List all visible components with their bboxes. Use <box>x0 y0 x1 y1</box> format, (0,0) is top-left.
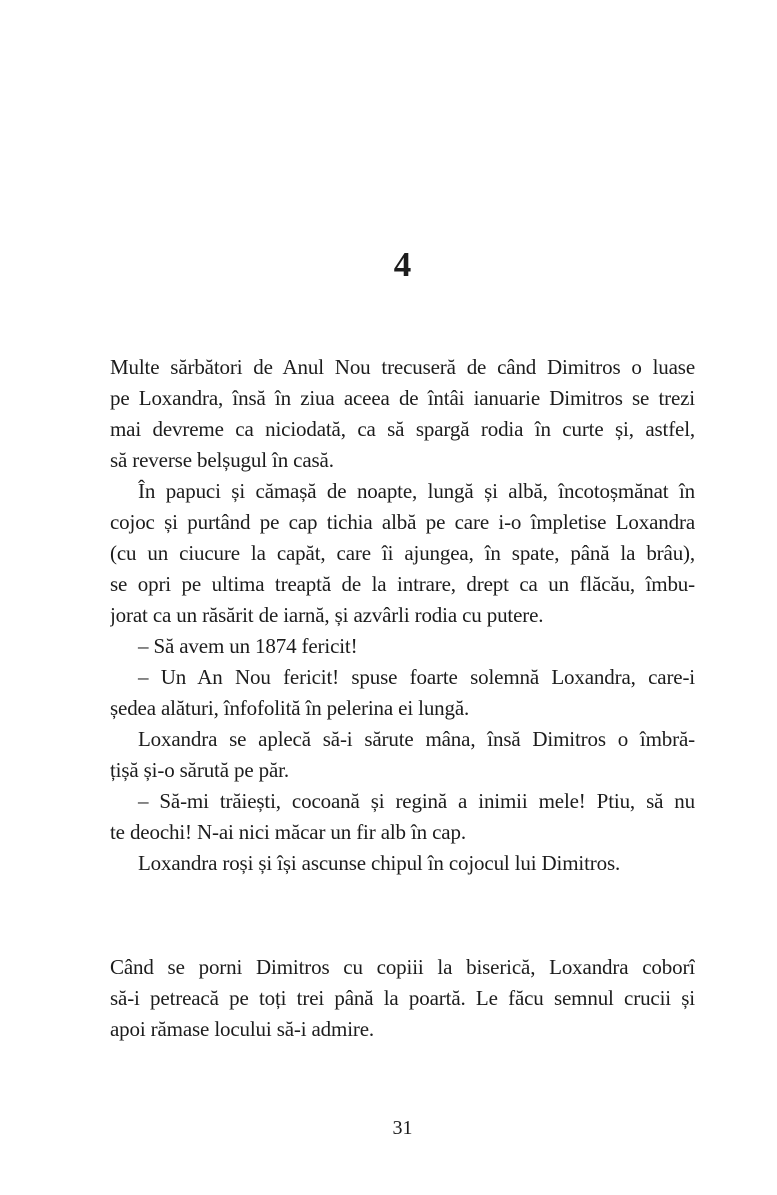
text-line: apoi rămase locului să-i admire. <box>110 1017 375 1041</box>
paragraph <box>110 848 695 879</box>
text-line: te deochi! N-ai nici măcar un fir alb în cap. <box>110 820 466 844</box>
text-line: Multe sărbători de Anul Nou trecuseră de când Dimitros o luase <box>110 355 695 379</box>
text-line: se opri pe ultima treaptă de la intrare, drept ca un flăcău, îmbu- <box>110 572 695 596</box>
page-number: 31 <box>392 1117 413 1139</box>
paragraph-new-section <box>110 952 695 1045</box>
text-line: mai devreme ca niciodată, ca să spargă rodia în curte și, astfel, <box>110 417 695 441</box>
text-line: să reverse belșugul în casă. <box>110 448 334 472</box>
chapter-number: 4 <box>393 245 412 284</box>
paragraph-dialogue <box>110 662 695 724</box>
text-line: – Un An Nou fericit! spuse foarte solemnă Loxandra, care-i <box>138 665 695 689</box>
text-line: Loxandra roși și își ascunse chipul în cojocul lui Dimitros. <box>138 851 621 875</box>
paragraph <box>110 352 695 476</box>
text-line: Loxandra se aplecă să-i sărute mâna, însă Dimitros o îmbră- <box>138 727 695 751</box>
text-line: – Să-mi trăiești, cocoană și regină a inimii mele! Ptiu, să nu <box>138 789 695 813</box>
paragraph <box>110 476 695 631</box>
paragraph-dialogue <box>110 786 695 848</box>
text-line: să-i petreacă pe toți trei până la poartă. Le făcu semnul crucii și <box>110 986 695 1010</box>
text-line: jorat ca un răsărit de iarnă, și azvârli rodia cu putere. <box>110 603 544 627</box>
text-line: țișă și-o sărută pe păr. <box>110 758 289 782</box>
text-line: Când se porni Dimitros cu copiii la biserică, Loxandra coborî <box>110 955 695 979</box>
text-line: În papuci și cămașă de noapte, lungă și albă, încotoșmănat în <box>138 479 695 503</box>
paragraph <box>110 724 695 786</box>
text-line: pe Loxandra, însă în ziua aceea de întâi ianuarie Dimitros se trezi <box>110 386 695 410</box>
body-text <box>110 352 695 1045</box>
text-line: (cu un ciucure la capăt, care îi ajungea, în spate, până la brâu), <box>110 541 695 565</box>
text-line: ședea alături, înfofolită în pelerina ei lungă. <box>110 696 470 720</box>
paragraph-dialogue <box>110 631 695 662</box>
text-line: – Să avem un 1874 fericit! <box>138 634 358 658</box>
text-line: cojoc și purtând pe cap tichia albă pe care i-o împletise Loxandra <box>110 510 695 534</box>
